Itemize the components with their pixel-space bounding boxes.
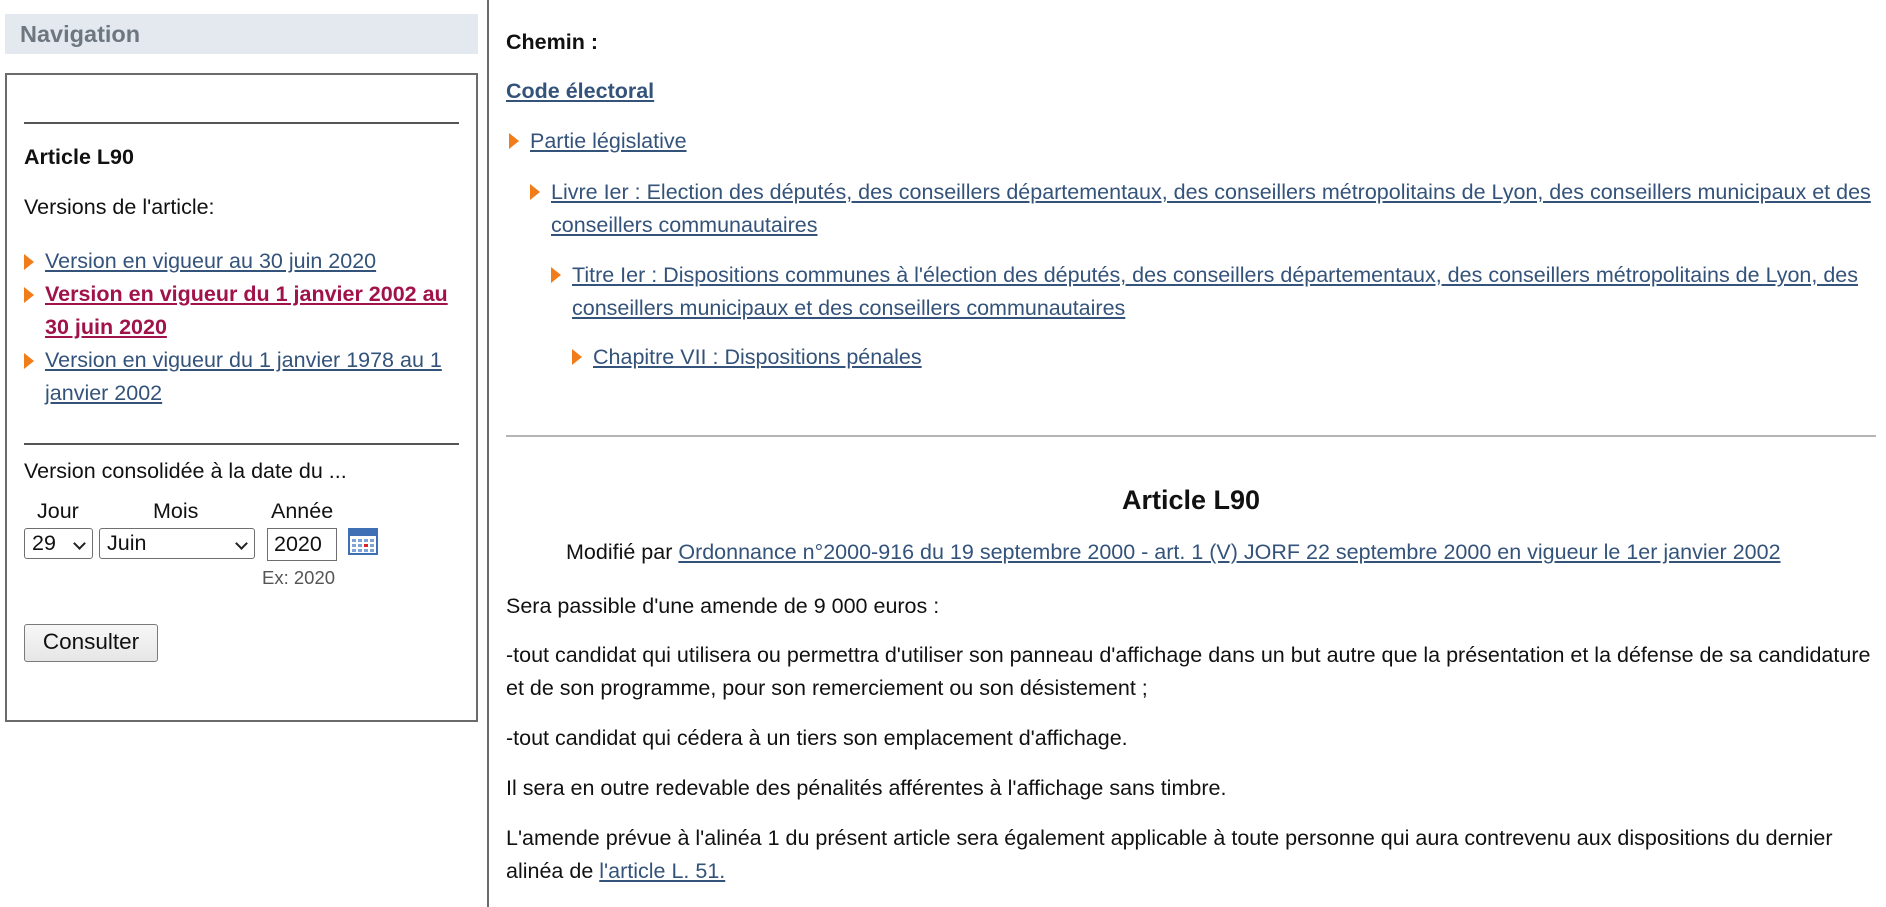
arrow-right-icon — [24, 287, 34, 303]
month-select-value: Juin — [107, 531, 147, 555]
vertical-divider — [487, 0, 489, 907]
breadcrumb-item — [509, 125, 1109, 158]
article-paragraph: -tout candidat qui utilisera ou permettra d'utiliser son panneau d'affichage dans un but autre que la présentation et la défense de sa candidature et de son programme, pour son remerciement ou son désistement ; — [506, 643, 1871, 700]
breadcrumb-link-partie[interactable]: Partie législative — [530, 129, 687, 153]
arrow-right-icon — [551, 267, 561, 283]
article-paragraph-text: L'amende prévue à l'alinéa 1 du présent article sera également applicable à toute personne qui aura contrevenu aux dispositions du dernier alinéa de — [506, 826, 1833, 883]
arrow-right-icon — [24, 254, 34, 270]
article-title: Article L90 — [1121, 485, 1261, 515]
main-content — [506, 0, 1876, 907]
year-example-hint: Ex: 2020 — [262, 567, 336, 588]
year-label: Année — [271, 499, 334, 523]
modified-by-link[interactable]: Ordonnance n°2000-916 du 19 septembre 2000 - art. 1 (V) JORF 22 septembre 2000 en vigueur le 1er janvier 2002 — [678, 540, 1781, 564]
article-l51-link[interactable]: l'article L. 51. — [599, 859, 726, 883]
chevron-down-icon — [235, 537, 248, 550]
version-item — [24, 245, 464, 278]
sidebar-article-title: Article L90 — [24, 145, 134, 169]
breadcrumb-link-livre[interactable]: Livre Ier : Election des députés, des conseillers départementaux, des conseillers métropolitains de Lyon, des conseillers municipaux et des conseillers communautaires — [551, 180, 1871, 237]
versions-list — [24, 245, 464, 410]
day-select-value: 29 — [32, 531, 56, 555]
breadcrumb-item — [572, 341, 1172, 374]
calendar-icon[interactable] — [348, 528, 378, 555]
version-item — [24, 344, 464, 410]
breadcrumb-label: Chemin : — [506, 30, 598, 54]
versions-label: Versions de l'article: — [24, 195, 215, 219]
navigation-header: Navigation — [5, 14, 478, 54]
consult-button[interactable]: Consulter — [24, 624, 158, 662]
divider — [24, 443, 459, 445]
arrow-right-icon — [509, 133, 519, 149]
version-link-current[interactable]: Version en vigueur du 1 janvier 2002 au 30 juin 2020 — [45, 282, 448, 339]
month-select[interactable] — [99, 528, 255, 559]
breadcrumb-link-chapitre[interactable]: Chapitre VII : Dispositions pénales — [593, 345, 922, 369]
version-item-current — [24, 278, 464, 344]
modified-by — [566, 540, 1866, 565]
consolidated-date-label: Version consolidée à la date du ... — [24, 459, 347, 483]
sidebar — [0, 0, 488, 907]
horizontal-divider — [506, 435, 1876, 437]
article-paragraph: Sera passible d'une amende de 9 000 euros : — [506, 594, 940, 618]
year-input[interactable]: 2020 — [267, 528, 337, 561]
day-label: Jour — [37, 499, 79, 523]
arrow-right-icon — [572, 349, 582, 365]
arrow-right-icon — [530, 184, 540, 200]
breadcrumb-item — [551, 259, 1876, 325]
divider — [24, 122, 459, 124]
version-link[interactable]: Version en vigueur au 30 juin 2020 — [45, 249, 377, 273]
article-paragraph: -tout candidat qui cédera à un tiers son emplacement d'affichage. — [506, 726, 1128, 750]
version-link[interactable]: Version en vigueur du 1 janvier 1978 au 1 janvier 2002 — [45, 348, 442, 405]
breadcrumb-item — [530, 176, 1875, 242]
article-paragraph: Il sera en outre redevable des pénalités afférentes à l'affichage sans timbre. — [506, 776, 1227, 800]
article-paragraph — [506, 822, 1876, 888]
modified-by-prefix: Modifié par — [566, 540, 673, 564]
chevron-down-icon — [73, 537, 86, 550]
breadcrumb-root-link[interactable]: Code électoral — [506, 79, 655, 103]
breadcrumb-link-titre[interactable]: Titre Ier : Dispositions communes à l'élection des députés, des conseillers départementaux, des conseillers métropolitains de Lyon, des conseillers municipaux et des conseillers communautaires — [572, 263, 1859, 320]
arrow-right-icon — [24, 353, 34, 369]
day-select[interactable] — [24, 528, 93, 559]
month-label: Mois — [153, 499, 199, 523]
navigation-box — [5, 73, 478, 722]
